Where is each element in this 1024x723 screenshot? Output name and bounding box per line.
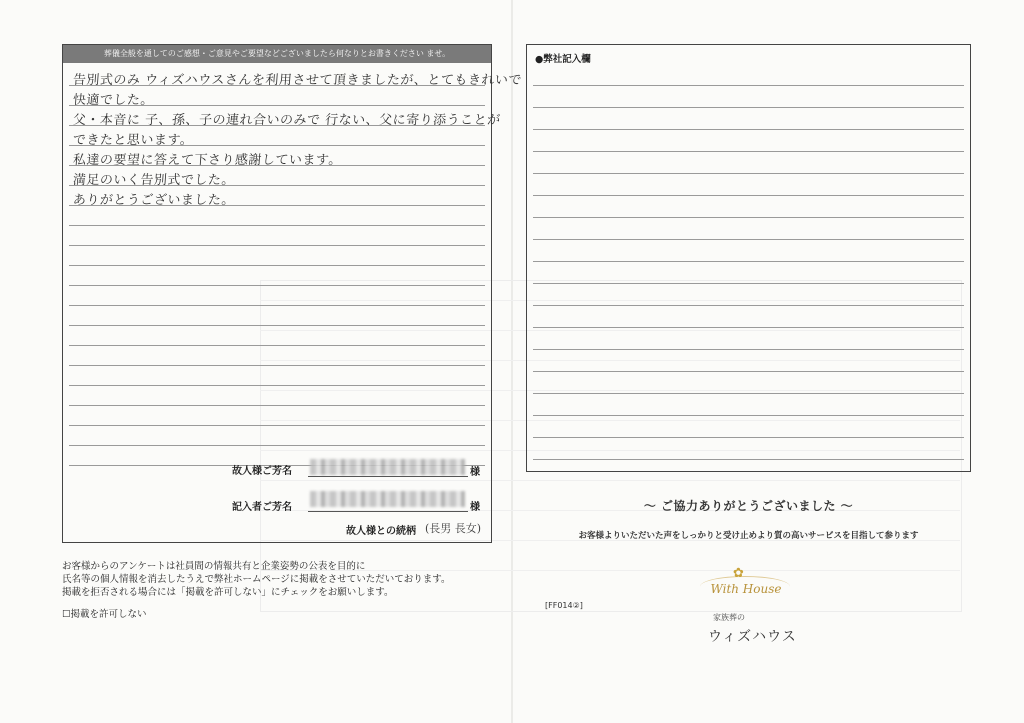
comment-line: できたと思います。 — [72, 133, 194, 148]
comment-line: 父・本音に 子、孫、子の連れ合いのみで 行ない、父に寄り添うことが — [72, 113, 502, 128]
honorific-sama: 様 — [470, 502, 480, 513]
honorific-sama: 様 — [470, 467, 480, 478]
ruled-line — [69, 285, 485, 286]
thanks-subtext: お客様よりいただいた声をしっかりと受け止めより質の高いサービスを目指して参ります — [578, 531, 919, 541]
comment-line: 満足のいく告別式でした。 — [72, 173, 236, 188]
comment-line: 私達の要望に答えて下さり感謝しています。 — [72, 153, 343, 168]
ruled-line — [69, 325, 485, 326]
ruled-line — [533, 151, 964, 152]
redacted-writer-name — [310, 491, 465, 507]
ruled-line — [533, 393, 964, 394]
no-permission-checkbox[interactable]: ☐掲載を許可しない — [62, 609, 147, 620]
deceased-name-label: 故人様ご芳名 — [232, 466, 292, 477]
comment-line: 告別式のみ ウィズハウスさんを利用させて頂きましたが、とてもきれいで — [72, 73, 523, 88]
logo-script: With House — [710, 582, 782, 596]
ruled-line — [533, 195, 964, 196]
ruled-line — [533, 261, 964, 262]
ruled-line — [69, 445, 485, 446]
logo-wordmark: ウィズハウス — [708, 629, 797, 645]
ruled-line — [533, 85, 964, 86]
ruled-line — [533, 107, 964, 108]
ruled-line — [69, 385, 485, 386]
ruled-line — [533, 349, 964, 350]
ruled-line — [69, 225, 485, 226]
ruled-line — [69, 365, 485, 366]
ruled-line — [533, 129, 964, 130]
ruled-line — [69, 245, 485, 246]
ruled-line — [69, 425, 485, 426]
comment-line: 快適でした。 — [72, 93, 155, 108]
deceased-name-underline — [308, 476, 468, 477]
ruled-line — [533, 283, 964, 284]
notice-line: お客様からのアンケートは社員間の情報共有と企業姿勢の公表を目的に — [62, 561, 366, 572]
ruled-line — [533, 415, 964, 416]
company-use-title: ●弊社記入欄 — [535, 54, 591, 65]
flower-icon: ✿ — [733, 566, 744, 581]
logo-tagline: 家族葬の — [713, 613, 745, 622]
ruled-line — [533, 305, 964, 306]
ruled-line — [533, 437, 964, 438]
ruled-line — [533, 217, 964, 218]
notice-line: 氏名等の個人情報を消去したうえで弊社ホームページに掲載をさせていただいております。 — [62, 574, 451, 585]
relation-value: (長男 長女) — [425, 522, 482, 535]
ruled-line — [533, 239, 964, 240]
ruled-line — [533, 371, 964, 372]
comment-line: ありがとうございました。 — [72, 193, 236, 208]
ruled-line — [69, 265, 485, 266]
ruled-line — [533, 459, 964, 460]
notice-line: 掲載を拒否される場合には「掲載を許可しない」にチェックをお願いします。 — [62, 587, 394, 598]
relation-label: 故人様との続柄 — [346, 526, 416, 537]
ruled-line — [69, 405, 485, 406]
ruled-line — [533, 173, 964, 174]
ruled-line — [69, 345, 485, 346]
comment-header: 葬儀全般を通してのご感想・ご意見やご要望などございましたら何なりとお書きください ませ。 — [63, 45, 491, 63]
company-use-box — [526, 44, 971, 472]
redacted-deceased-name — [310, 459, 465, 475]
form-code: [FF014②] — [545, 601, 583, 610]
writer-name-underline — [308, 511, 468, 512]
ruled-line — [69, 305, 485, 306]
thanks-message: ～ ご協力ありがとうございました ～ — [643, 499, 854, 513]
writer-name-label: 記入者ご芳名 — [232, 502, 292, 513]
ruled-line — [533, 327, 964, 328]
